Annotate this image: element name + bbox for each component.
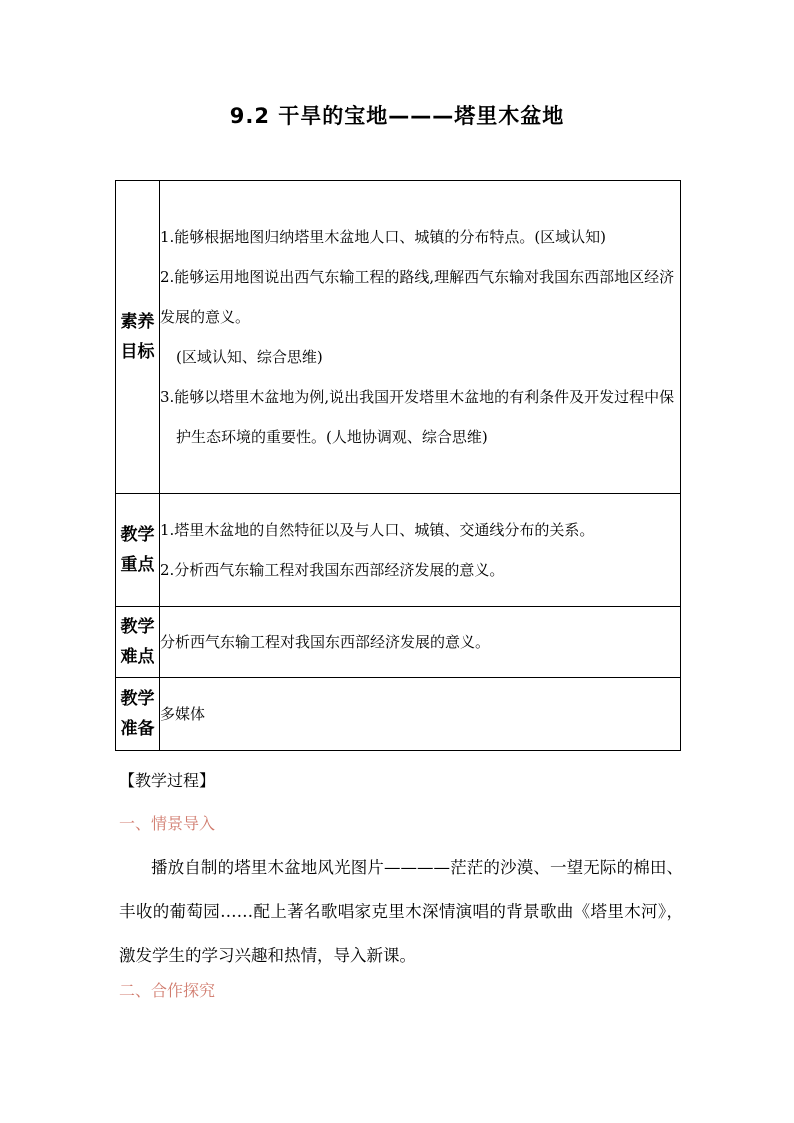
label-line: 重点 xyxy=(120,555,155,575)
key-points-content xyxy=(160,494,681,607)
intro-paragraph xyxy=(119,846,683,978)
key-item-1: 1.塔里木盆地的自然特征以及与人口、城镇、交通线分布的关系。 xyxy=(160,521,595,539)
goal-item-1: 1.能够根据地图归纳塔里木盆地人口、城镇的分布特点。(区域认知) xyxy=(160,228,607,246)
goal-item-2: 2.能够运用地图说出西气东输工程的路线,理解西气东输对我国东西部地区经济发展的意义。 xyxy=(160,268,675,326)
label-line: 教学 xyxy=(120,525,155,545)
goals-content xyxy=(160,181,681,494)
intro-paragraph-text: 播放自制的塔里木盆地风光图片————茫茫的沙漠、一望无际的棉田、丰收的葡萄园……配上著名歌唱家克里木深情演唱的背景歌曲《塔里木河》，激发学生的学习兴趣和热情，导入新课。 xyxy=(119,858,683,965)
table-row-key-points xyxy=(116,494,681,607)
preparation-content xyxy=(160,678,681,751)
table-row-preparation xyxy=(116,678,681,751)
difficulty-content xyxy=(160,607,681,678)
table-row-goals xyxy=(116,181,681,494)
label-line: 教学 xyxy=(120,617,155,637)
label-line: 准备 xyxy=(120,719,155,739)
label-line: 素养 xyxy=(120,312,155,332)
row-label-goals xyxy=(116,181,160,494)
row-label-difficulty xyxy=(116,607,160,678)
goal-item-3: 3.能够以塔里木盆地为例,说出我国开发塔里木盆地的有利条件及开发过程中保护生态环境的重要性。(人地协调观、综合思维) xyxy=(160,388,675,446)
process-heading: 【教学过程】 xyxy=(119,771,216,790)
difficulty-text: 分析西气东输工程对我国东西部经济发展的意义。 xyxy=(160,633,491,651)
row-label-key-points xyxy=(116,494,160,607)
row-label-preparation xyxy=(116,678,160,751)
table-row-difficulty xyxy=(116,607,681,678)
goal-item-2-note: (区域认知、综合思维) xyxy=(176,348,323,366)
label-line: 教学 xyxy=(120,689,155,709)
key-item-2: 2.分析西气东输工程对我国东西部经济发展的意义。 xyxy=(160,561,505,579)
lesson-plan-table xyxy=(115,180,681,751)
page-title: 9.2 干旱的宝地———塔里木盆地 xyxy=(229,104,565,128)
section-heading-intro: 一、情景导入 xyxy=(119,814,216,833)
label-line: 目标 xyxy=(120,342,155,362)
section-heading-inquiry: 二、合作探究 xyxy=(119,981,216,1000)
preparation-text: 多媒体 xyxy=(160,705,206,723)
label-line: 难点 xyxy=(120,647,155,667)
